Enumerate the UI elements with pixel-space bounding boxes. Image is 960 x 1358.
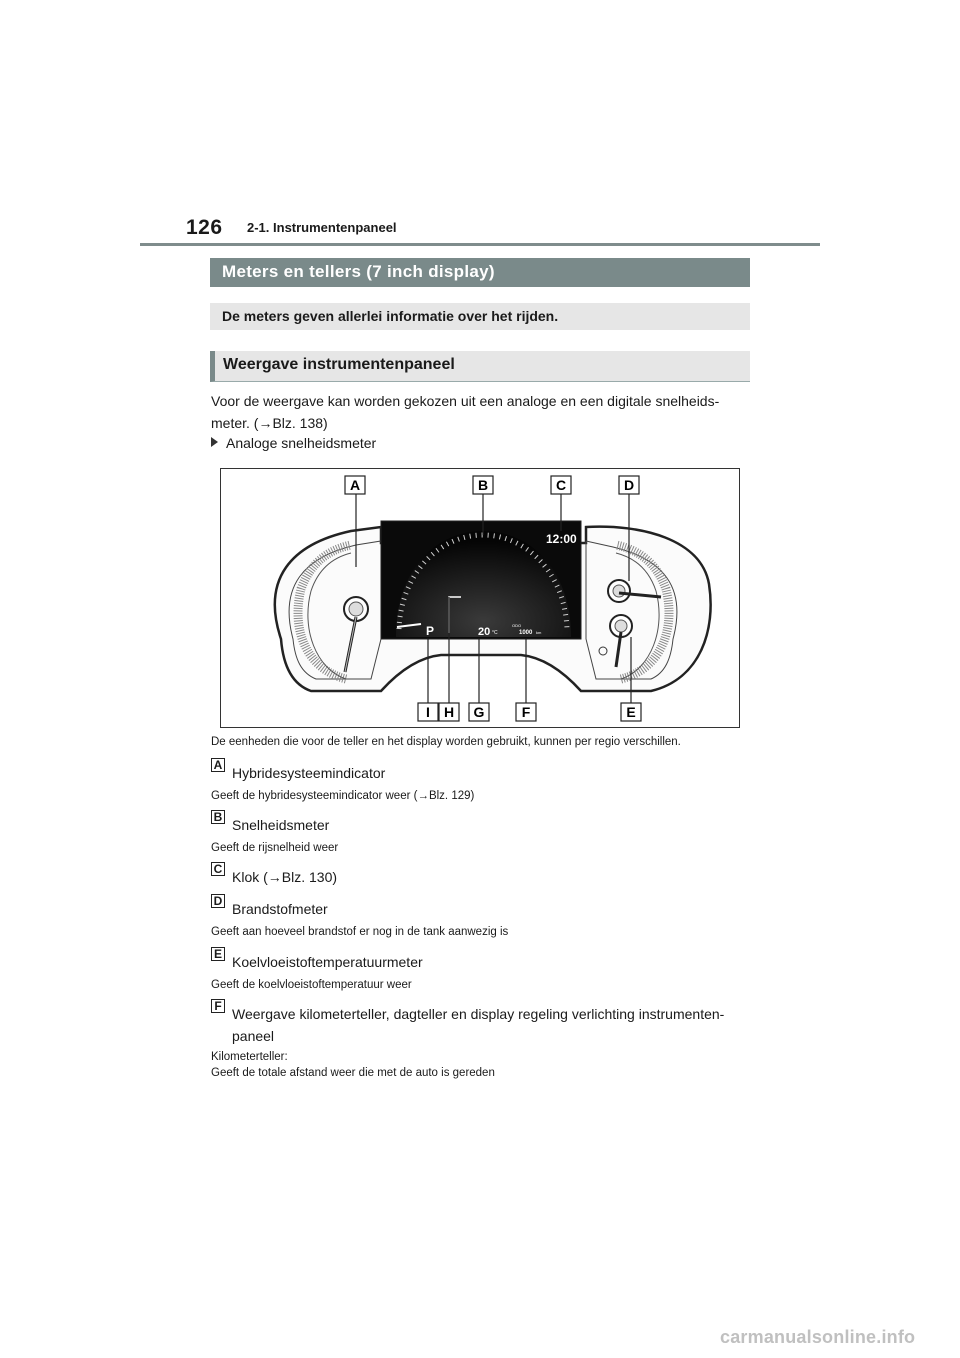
item-title-c: Klok (→Blz. 130) [232,869,338,885]
temp-unit: °C [492,630,498,636]
item-letter-b: B [211,810,225,824]
temp-readout: 20 [478,626,491,638]
clock-readout: 12:00 [546,532,577,546]
svg-text:I: I [426,704,430,720]
item-title-d: Brandstofmeter [232,901,328,917]
item-desc-f: Kilometerteller: [211,1051,288,1063]
triangle-bullet-icon [211,437,218,447]
svg-text:D: D [623,477,635,493]
page-number: 126 [186,216,223,239]
bullet-text: Analoge snelheidsmeter [226,435,377,451]
section-title-bar [210,258,750,287]
intro-text: De meters geven allerlei informatie over het rijden. [222,308,559,324]
item-title-f: Weergave kilometerteller, dagteller en display regeling verlichting instrumenten-paneel [232,1006,725,1044]
callout-h [439,703,459,721]
item-letter-c: C [211,862,225,876]
instrument-cluster-illustration [221,469,740,728]
item-letter-d: D [211,894,225,908]
gear-indicator: P [426,624,435,638]
odo-unit: km [536,630,542,635]
svg-text:H: H [443,704,455,720]
callout-g [469,703,489,721]
item-desc-e: Geeft de koelvloeistoftemperatuur weer [211,979,412,991]
item-title-a: Hybridesysteemindicator [232,765,386,781]
bullet-item [211,435,376,451]
odo-label: ODO [512,623,522,628]
callout-f [516,703,536,721]
callout-a [345,476,365,494]
region-note: De eenheden die voor de teller en het display worden gebruikt, kunnen per regio verschillen. [211,736,681,748]
section-title: Meters en tellers (7 inch display) [222,262,495,281]
item-letter-e: E [211,947,225,961]
item-desc-f-2: Geeft de totale afstand weer die met de auto is gereden [211,1067,495,1079]
item-letter-a: A [211,758,225,772]
callout-b [473,476,493,494]
subsection-title: Weergave instrumentenpaneel [223,356,455,373]
body-paragraph: Voor de weergave kan worden gekozen uit een analoge en een digitale snelheids-meter. (→Blz. 138) [211,393,720,431]
instrument-cluster-figure [220,468,740,728]
header-divider [140,243,820,246]
odo-readout: 1000 [519,630,533,636]
callout-d [619,476,639,494]
svg-text:B: B [477,477,489,493]
callout-c [551,476,571,494]
item-desc-a: Geeft de hybridesysteemindicator weer (→Blz. 129) [211,790,475,802]
item-letter-f: F [211,999,225,1013]
item-title-e: Koelvloeistoftemperatuurmeter [232,954,423,970]
svg-text:A: A [349,477,361,493]
intro-box [210,303,750,330]
svg-text:E: E [626,704,636,720]
svg-text:C: C [555,477,567,493]
item-title-b: Snelheidsmeter [232,817,330,833]
callout-e [621,703,641,721]
section-reference: 2-1. Instrumentenpaneel [247,220,397,235]
watermark: carmanualsonline.info [720,1327,916,1347]
callout-i [418,703,438,721]
svg-text:G: G [473,704,485,720]
svg-text:F: F [521,704,531,720]
item-desc-d: Geeft aan hoeveel brandstof er nog in de tank aanwezig is [211,926,509,938]
item-desc-b: Geeft de rijsnelheid weer [211,842,339,854]
subsection-title-bar [210,351,750,382]
